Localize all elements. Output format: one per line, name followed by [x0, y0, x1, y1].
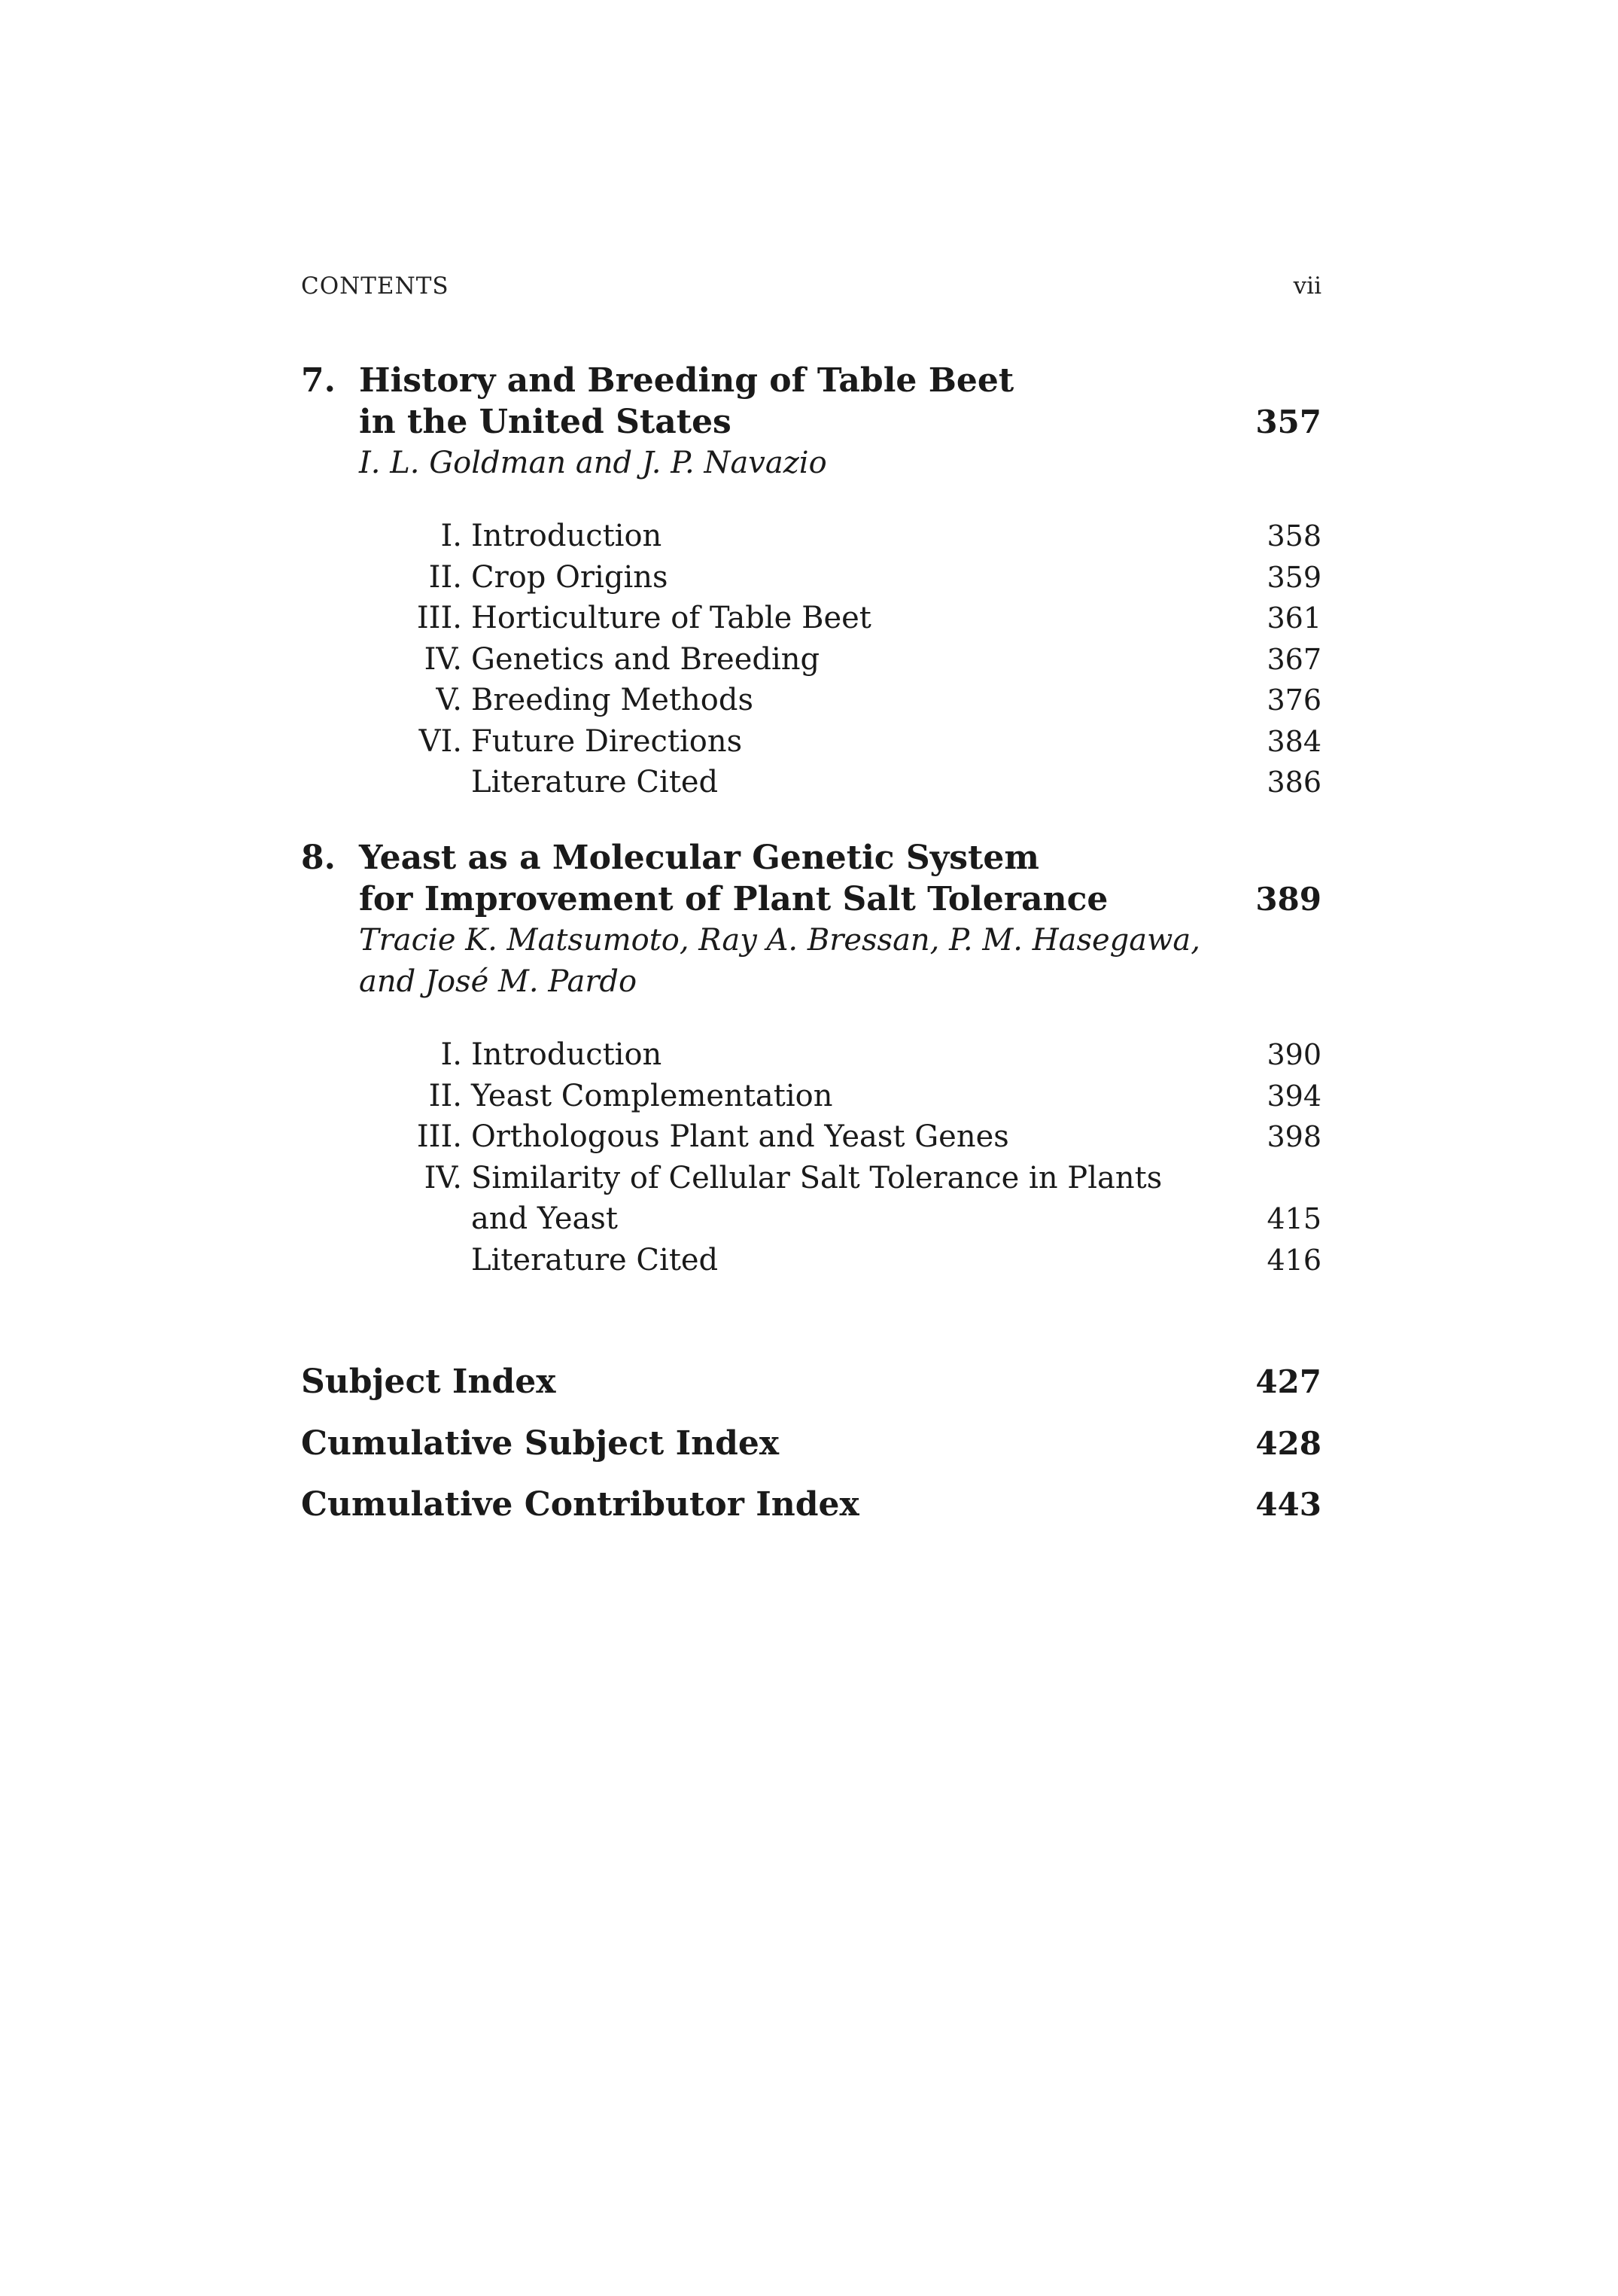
- page-number: vii: [1293, 273, 1321, 300]
- section-number: III.: [416, 601, 462, 635]
- chapter-8: [301, 837, 1321, 1280]
- chapter-title: [301, 360, 1321, 443]
- section-title: Crop Origins: [471, 559, 668, 595]
- section-entry: [301, 1116, 1321, 1158]
- index-entry-cumulative-subject: [301, 1423, 1321, 1484]
- index-list: [301, 1361, 1321, 1545]
- section-entry: [301, 516, 1321, 557]
- section-number: I.: [440, 519, 462, 553]
- section-page: 394: [1267, 1079, 1321, 1113]
- section-page: 367: [1267, 642, 1321, 676]
- section-number: IV.: [424, 641, 462, 677]
- section-number: V.: [436, 683, 462, 717]
- section-entry: [301, 680, 1321, 721]
- section-number: I.: [440, 1037, 462, 1072]
- author-line: I. L. Goldman and J. P. Navazio: [359, 446, 827, 480]
- section-entry: [301, 1076, 1321, 1117]
- chapter-title-line: Yeast as a Molecular Genetic System: [359, 839, 1039, 877]
- section-title: Genetics and Breeding: [471, 641, 820, 677]
- section-title: Literature Cited: [471, 1242, 719, 1277]
- chapter-title: [301, 837, 1321, 920]
- section-number: VI.: [418, 723, 462, 759]
- chapter-title-line: History and Breeding of Table Beet: [359, 361, 1014, 400]
- chapter-page: 389: [1255, 881, 1321, 918]
- section-number: III.: [416, 1119, 462, 1154]
- index-title: Cumulative Subject Index: [301, 1424, 780, 1463]
- section-title: Yeast Complementation: [471, 1078, 833, 1113]
- section-page: 358: [1267, 519, 1321, 553]
- section-entry: [301, 1240, 1321, 1281]
- section-title: Future Directions: [471, 723, 743, 759]
- section-entry: [301, 1158, 1321, 1199]
- index-entry-cumulative-contributor: [301, 1484, 1321, 1545]
- section-entry: [301, 721, 1321, 763]
- chapter-title-line: in the United States: [359, 403, 731, 441]
- index-title: Subject Index: [301, 1363, 556, 1401]
- section-entry: [301, 557, 1321, 598]
- chapter-title-line: for Improvement of Plant Salt Tolerance: [359, 880, 1109, 918]
- section-page: 415: [1267, 1202, 1321, 1235]
- section-entry: [301, 639, 1321, 681]
- section-entry: [301, 762, 1321, 803]
- section-title: Horticulture of Table Beet: [471, 601, 871, 635]
- section-number: II.: [428, 1078, 462, 1113]
- section-title: and Yeast: [471, 1201, 618, 1236]
- section-title: Similarity of Cellular Salt Tolerance in Plants: [471, 1160, 1163, 1195]
- section-page: 376: [1267, 684, 1321, 717]
- chapter-number: 8.: [301, 839, 336, 877]
- section-title: Introduction: [471, 519, 662, 553]
- section-title: Introduction: [471, 1037, 662, 1072]
- section-page: 361: [1267, 601, 1321, 635]
- chapter-authors: [359, 443, 1224, 484]
- section-list: [301, 1034, 1321, 1280]
- section-list: [301, 516, 1321, 803]
- index-page: 443: [1255, 1486, 1321, 1523]
- index-page: 427: [1255, 1363, 1321, 1400]
- index-page: 428: [1255, 1424, 1321, 1462]
- section-entry: [301, 1034, 1321, 1076]
- running-head-title: CONTENTS: [301, 273, 449, 300]
- author-line: Tracie K. Matsumoto, Ray A. Bressan, P. M. Hasegawa,: [359, 923, 1200, 958]
- section-number: IV.: [424, 1160, 462, 1195]
- section-page: 398: [1267, 1120, 1321, 1153]
- section-page: 390: [1267, 1038, 1321, 1071]
- section-page: 416: [1267, 1243, 1321, 1277]
- section-title: Orthologous Plant and Yeast Genes: [471, 1119, 1009, 1154]
- section-entry: [301, 598, 1321, 639]
- chapter-authors: [359, 920, 1224, 1003]
- index-entry-subject: [301, 1361, 1321, 1423]
- section-page: 384: [1267, 724, 1321, 758]
- section-title: Literature Cited: [471, 765, 719, 799]
- index-title: Cumulative Contributor Index: [301, 1485, 859, 1524]
- section-number: II.: [428, 559, 462, 595]
- section-entry: [301, 1198, 1321, 1240]
- section-page: 359: [1267, 560, 1321, 594]
- chapter-7: [301, 360, 1321, 803]
- chapter-page: 357: [1255, 403, 1321, 440]
- author-line: and José M. Pardo: [359, 964, 637, 999]
- section-page: 386: [1267, 766, 1321, 799]
- chapter-number: 7.: [301, 361, 336, 400]
- section-title: Breeding Methods: [471, 683, 754, 717]
